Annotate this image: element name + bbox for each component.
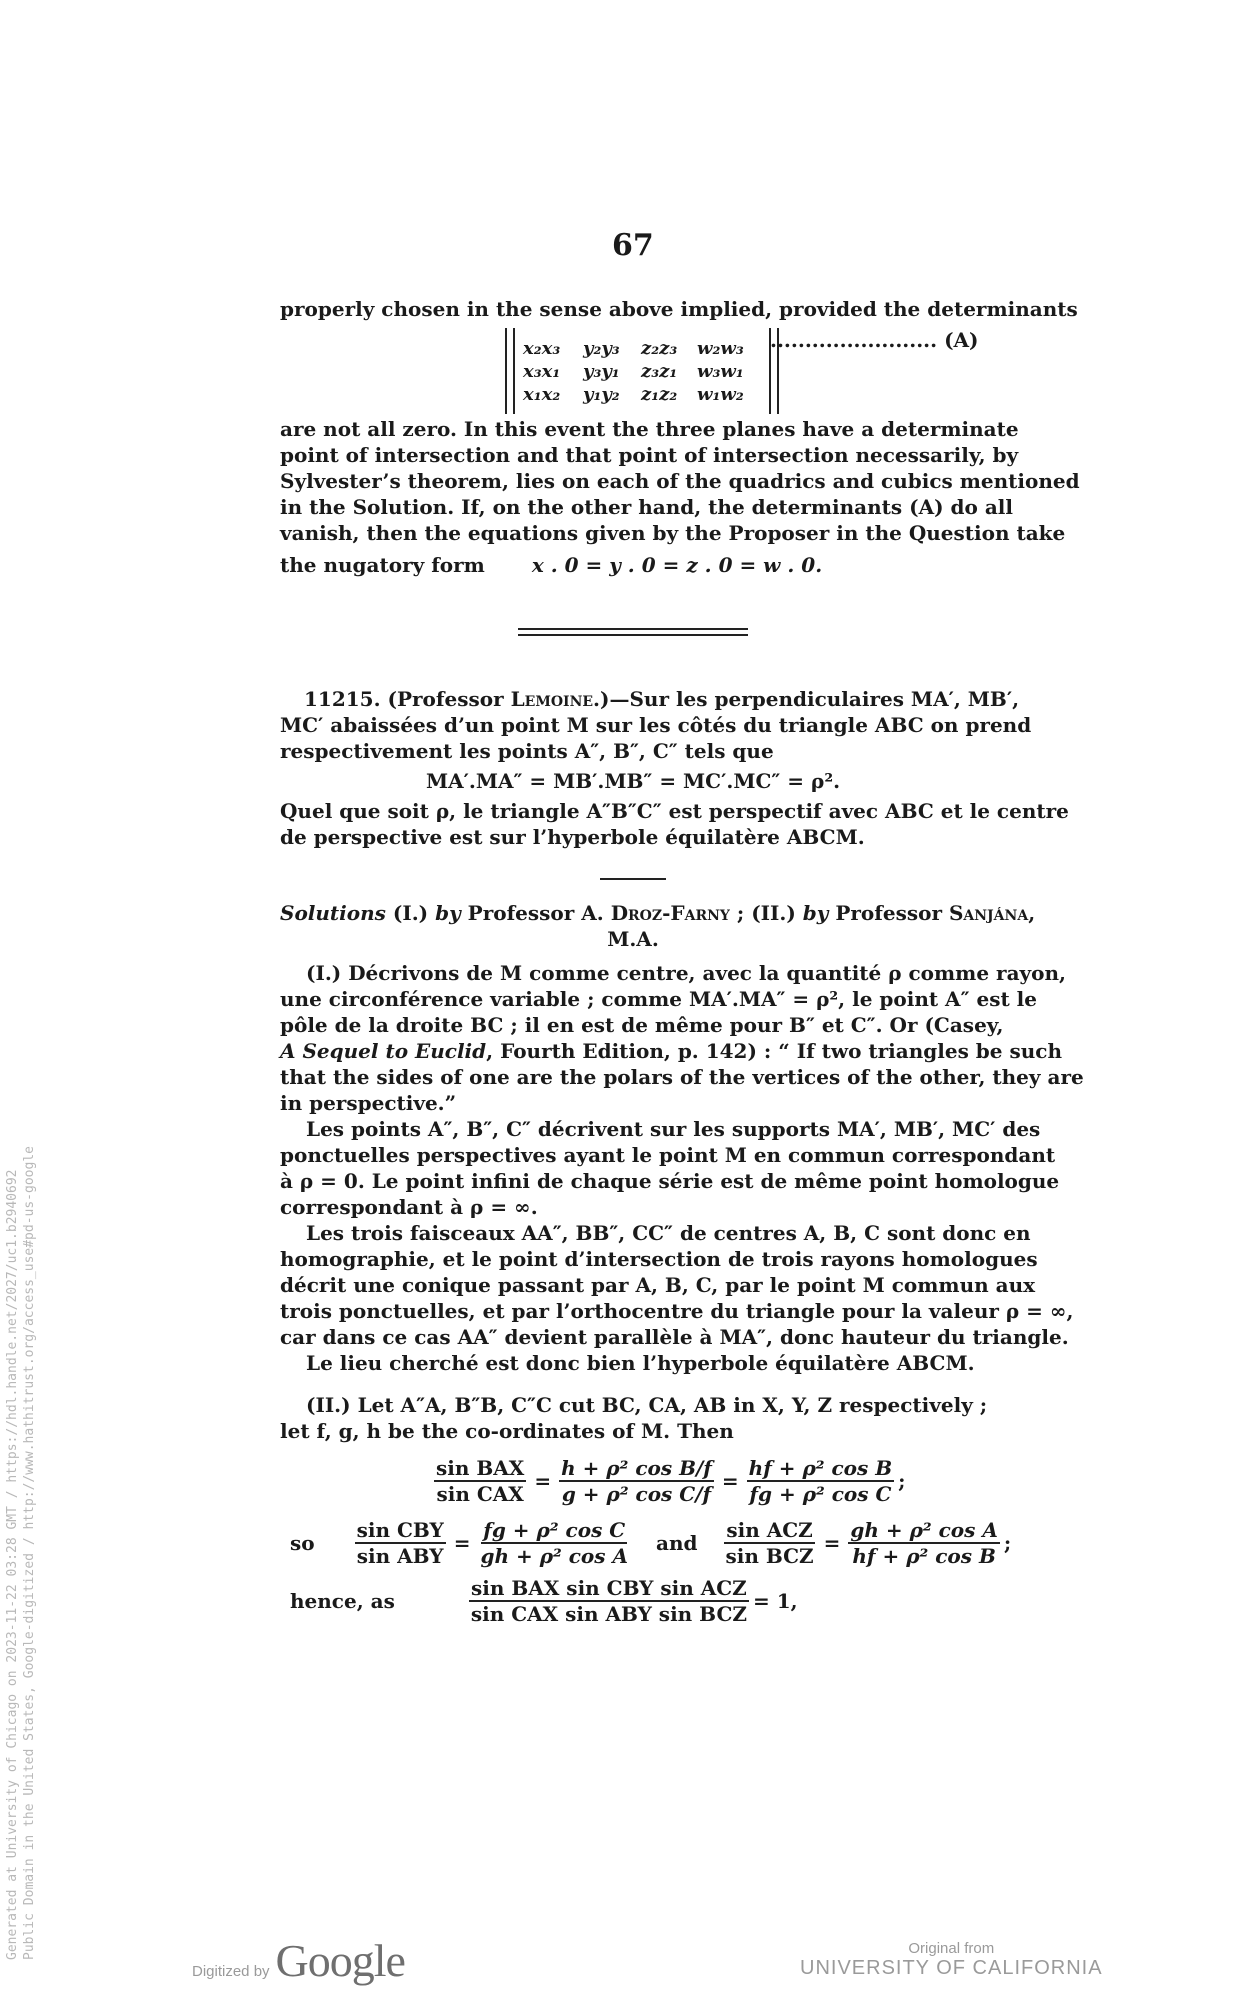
digitized-by-google-logo [192, 1934, 405, 1987]
text-line: Le lieu cherché est donc bien l’hyperbole équilatère ABCM. [306, 1351, 975, 1375]
text-line: Les points A″, B″, C″ décrivent sur les supports MA′, MB′, MC′ des [306, 1117, 1041, 1141]
solutions-header-line [280, 900, 1036, 926]
fraction [469, 1576, 749, 1626]
text-line: car dans ce cas AA″ devient parallèle à MA″, donc hauteur du triangle. [280, 1325, 1069, 1349]
equation-end: ; [1003, 1531, 1012, 1555]
equation-2 [290, 1518, 1011, 1568]
fraction-numerator: sin BAX sin CBY sin ACZ [471, 1576, 747, 1600]
section-divider-bottom [518, 634, 748, 636]
fraction-denominator: sin BCZ [725, 1544, 814, 1568]
determinant-left-bar [505, 328, 515, 414]
solver-name-1: Droz-Farny [610, 901, 730, 925]
text-line: à ρ = 0. Le point infini de chaque série est de même point homologue [280, 1169, 1060, 1193]
fraction-denominator: sin ABY [356, 1544, 444, 1568]
solutions-by1: by [435, 901, 461, 925]
page-number: 67 [612, 228, 654, 263]
det-cell: z₃z₁ [641, 360, 678, 382]
equation-rhs: = 1, [752, 1589, 798, 1613]
fraction-numerator: fg + ρ² cos C [483, 1518, 626, 1542]
text-line: correspondant à ρ = ∞. [280, 1195, 538, 1219]
nugatory-form-label: the nugatory form [280, 553, 485, 577]
text-line: Les trois faisceaux AA″, BB″, CC″ de centres A, B, C sont donc en [306, 1221, 1031, 1245]
short-divider [600, 878, 666, 880]
fraction-numerator: h + ρ² cos B/f [561, 1456, 712, 1480]
fraction [559, 1456, 714, 1506]
digitized-by-label: Digitized by [192, 1963, 270, 1980]
fraction-denominator: fg + ρ² cos C [749, 1482, 892, 1506]
equation-and: and [655, 1531, 698, 1555]
solutions-header [280, 900, 1036, 952]
text-line: that the sides of one are the polars of the vertices of the other, they are [280, 1065, 1084, 1089]
solver-name-2: Sanjána, [948, 901, 1036, 925]
equation-1 [430, 1456, 906, 1506]
watermark-line: Public Domain in the United States, Google-digitized / http://www.hathitrust.org/access_use#pd-us-google [22, 1146, 37, 1960]
fraction-denominator: sin CAX [436, 1482, 524, 1506]
fraction-numerator: sin ACZ [726, 1518, 813, 1542]
equation-prefix: so [290, 1531, 315, 1555]
fraction [723, 1518, 815, 1568]
text-line: properly chosen in the sense above implied, provided the determinants [280, 297, 1078, 321]
fraction [848, 1518, 1000, 1568]
det-cell: y₃y₁ [583, 360, 620, 382]
equation-end: ; [898, 1469, 906, 1493]
casey-book-title: A Sequel to Euclid [280, 1039, 487, 1063]
solutions-word: Solutions [280, 901, 386, 925]
equals-sign: = [453, 1531, 471, 1555]
text-line: ponctuelles perspectives ayant le point M en commun correspondant [280, 1143, 1056, 1167]
section-divider-top [518, 628, 748, 630]
det-cell: x₂x₃ [523, 337, 561, 359]
det-cell: x₃x₁ [523, 360, 561, 382]
fraction-denominator: hf + ρ² cos B [852, 1544, 996, 1568]
text-line: homographie, et le point d’intersection de trois rayons homologues [280, 1247, 1038, 1271]
fraction [478, 1518, 630, 1568]
fraction-numerator: sin CBY [356, 1518, 444, 1542]
side-watermark [4, 1146, 38, 1960]
nugatory-form-line [280, 552, 986, 578]
solutions-part1: (I.) [385, 901, 436, 925]
equals-sign: = [534, 1469, 552, 1493]
solutions-prof1: Professor A. [460, 901, 611, 925]
solution-two [280, 1392, 986, 1444]
det-cell: w₁w₂ [697, 383, 744, 405]
fraction-denominator: g + ρ² cos C/f [561, 1482, 712, 1506]
fraction-numerator: sin BAX [436, 1456, 525, 1480]
det-cell: w₂w₃ [697, 337, 744, 359]
fraction-numerator: hf + ρ² cos B [748, 1456, 893, 1480]
solutions-sep: ; (II.) [729, 901, 803, 925]
google-logo: Google [275, 1935, 405, 1986]
question-equation: MA′.MA″ = MB′.MB″ = MC′.MC″ = ρ². [425, 769, 841, 793]
determinant-label: ........................ (A) [770, 328, 979, 352]
question-proposer-suffix: )—Sur les perpendiculaires MA′, MB′, [600, 687, 1020, 711]
casey-reference-rest: , Fourth Edition, p. 142) : “ If two triangles be such [486, 1039, 1062, 1063]
question-proposer: Lemoine. [510, 687, 600, 711]
casey-reference-line [280, 1038, 1062, 1064]
original-from-notice [800, 1940, 1103, 1980]
text-line: (II.) Let A″A, B″B, C″C cut BC, CA, AB in X, Y, Z respectively ; [306, 1393, 988, 1417]
equation-prefix: hence, as [290, 1589, 395, 1613]
text-line: are not all zero. In this event the three planes have a determinate [280, 417, 1019, 441]
text-line: Quel que soit ρ, le triangle A″B″C″ est perspectif avec ABC et le centre [280, 799, 1069, 823]
question-proposer-prefix: (Professor [387, 687, 511, 711]
text-line: Sylvester’s theorem, lies on each of the quadrics and cubics mentioned [280, 469, 1080, 493]
question-number: 11215. [304, 687, 381, 711]
top-paragraph-first-line [280, 296, 1078, 322]
text-line: trois ponctuelles, et par l’orthocentre du triangle pour la valeur ρ = ∞, [280, 1299, 1074, 1323]
original-from-label: Original from [908, 1940, 995, 1957]
top-paragraph-body [280, 416, 1080, 578]
det-cell: y₁y₂ [583, 383, 620, 405]
institution-name: UNIVERSITY OF CALIFORNIA [800, 1957, 1103, 1979]
text-line: let f, g, h be the co-ordinates of M. Then [280, 1419, 734, 1443]
text-line: point of intersection and that point of intersection necessarily, by [280, 443, 1019, 467]
solutions-prof2: Professor [828, 901, 949, 925]
text-line: pôle de la droite BC ; il en est de même pour B″ et C″. Or (Casey, [280, 1013, 1004, 1037]
fraction [747, 1456, 895, 1506]
fraction-denominator: sin CAX sin ABY sin BCZ [470, 1602, 747, 1626]
det-cell: z₁z₂ [641, 383, 678, 405]
determinant-grid [515, 338, 769, 405]
fraction-denominator: gh + ρ² cos A [480, 1544, 628, 1568]
solution-one [280, 960, 1084, 1376]
text-line: décrit une conique passant par A, B, C, par le point M commun aux [280, 1273, 1036, 1297]
fraction [434, 1456, 526, 1506]
text-line: vanish, then the equations given by the Proposer in the Question take [280, 521, 1066, 545]
text-line: une circonférence variable ; comme MA′.MA″ = ρ², le point A″ est le [280, 987, 1037, 1011]
det-cell: w₃w₁ [697, 360, 744, 382]
text-line: MC′ abaissées d’un point M sur les côtés du triangle ABC on prend [280, 713, 1032, 737]
det-cell: x₁x₂ [523, 383, 561, 405]
nugatory-form-equation: x . 0 = y . 0 = z . 0 = w . 0. [531, 553, 823, 577]
determinant-matrix [505, 328, 779, 414]
text-line: in the Solution. If, on the other hand, the determinants (A) do all [280, 495, 1013, 519]
text-line: (I.) Décrivons de M comme centre, avec la quantité ρ comme rayon, [306, 961, 1066, 985]
solver-degree: M.A. [607, 927, 659, 951]
question-block [280, 686, 1069, 850]
text-line: respectivement les points A″, B″, C″ tels que [280, 739, 774, 763]
text-line: in perspective.” [280, 1091, 457, 1115]
solutions-by2: by [802, 901, 829, 925]
equals-sign: = [823, 1531, 841, 1555]
fraction-numerator: gh + ρ² cos A [850, 1518, 998, 1542]
det-cell: y₂y₃ [583, 337, 620, 359]
text-line: de perspective est sur l’hyperbole équilatère ABCM. [280, 825, 865, 849]
fraction [355, 1518, 446, 1568]
equals-sign: = [721, 1469, 739, 1493]
question-first-line [280, 686, 1020, 712]
det-cell: z₂z₃ [641, 337, 678, 359]
watermark-line: Generated at University of Chicago on 2023-11-22 03:28 GMT / https://hdl.handle.net/2027/uc1.b2940692 [5, 1169, 20, 1960]
equation-3 [290, 1576, 798, 1626]
